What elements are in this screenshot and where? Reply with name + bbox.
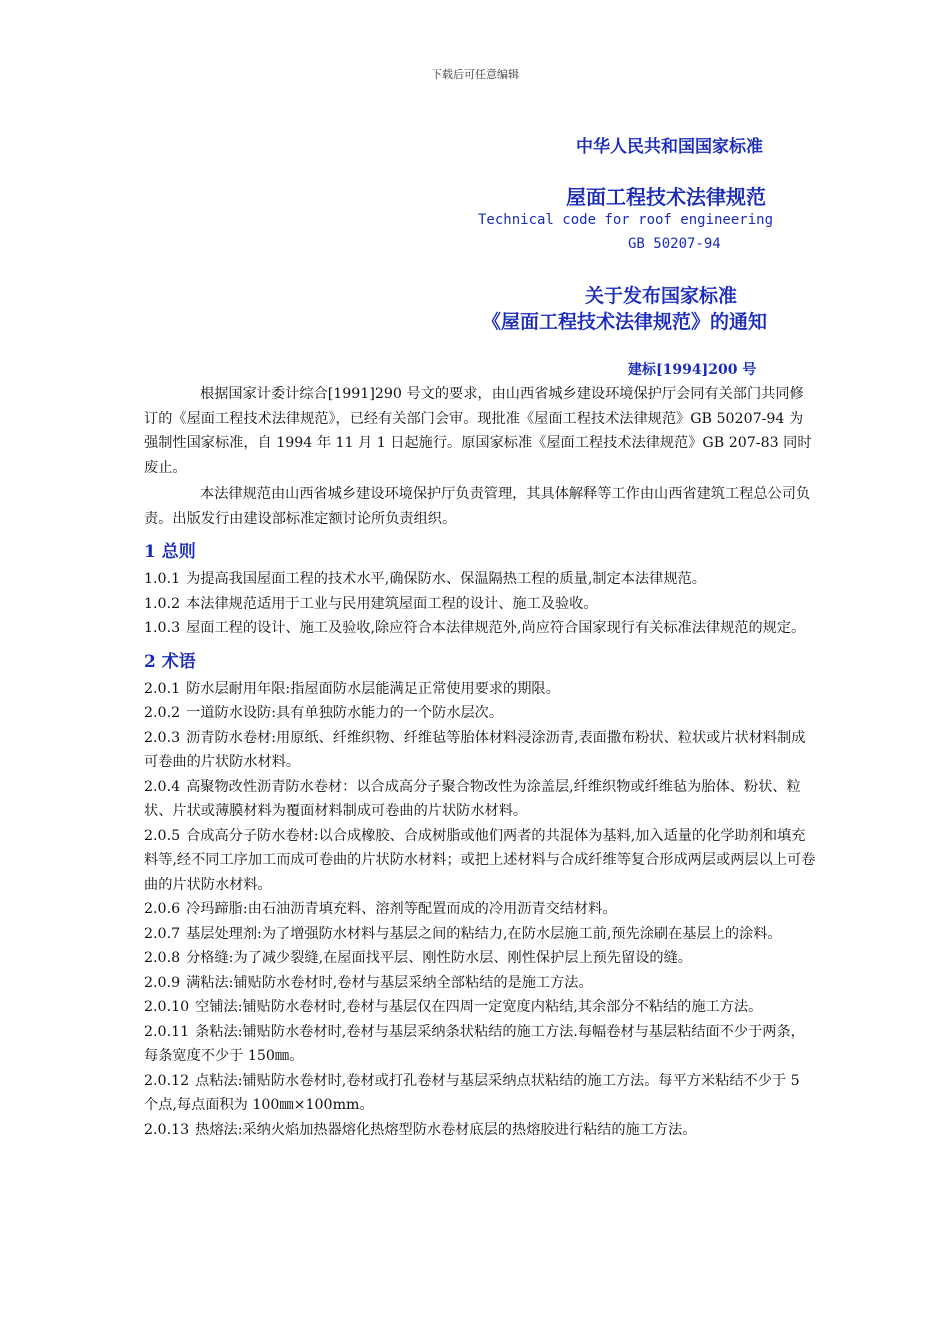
clause-item: [144, 1118, 816, 1143]
clause-text: 满粘法:铺贴防水卷材时,卷材与基层采纳全部粘结的是施工方法。: [186, 974, 593, 991]
code-number: GB 50207-94: [628, 236, 721, 252]
clause-text: 热熔法:采纳火焰加热器熔化热熔型防水卷材底层的热熔胶进行粘结的施工方法。: [195, 1121, 697, 1138]
clause-item: [144, 1069, 816, 1118]
clause-text: 高聚物改性沥青防水卷材：以合成高分子聚合物改性为涂盖层,纤维织物或纤维毡为胎体、粉状、粒状、片状或薄膜材料为覆面材料制成可卷曲的片状防水材料。: [144, 778, 801, 819]
clause-item: [144, 1020, 816, 1069]
clause-text: 点粘法:铺贴防水卷材时,卷材或打孔卷材与基层采纳点状粘结的施工方法。每平方米粘结不少于 5 个点,每点面积为 100㎜×100mm。: [144, 1072, 800, 1113]
clause-text: 沥青防水卷材:用原纸、纤维织物、纤维毡等胎体材料浸涂沥青,表面撒布粉状、粒状或片状材料制成可卷曲的片状防水材料。: [144, 729, 806, 770]
clause-number: 2.0.7: [144, 925, 181, 942]
clause-text: 防水层耐用年限:指屋面防水层能满足正常使用要求的期限。: [186, 680, 560, 697]
clause-item: [144, 946, 816, 971]
clause-text: 为提高我国屋面工程的技术水平,确保防水、保温隔热工程的质量,制定本法律规范。: [186, 571, 706, 587]
clause-item: [144, 726, 816, 775]
section-general: [144, 539, 816, 641]
clause-item: [144, 897, 816, 922]
clause-item: [144, 971, 816, 996]
clause-text: 屋面工程的设计、施工及验收,除应符合本法律规范外,尚应符合国家现行有关标准法律规范的规定。: [186, 620, 806, 636]
notice-title-line2: 《屋面工程技术法律规范》的通知: [482, 311, 768, 333]
document-number: 建标[1994]200 号: [628, 362, 757, 378]
clause-item: [144, 922, 816, 947]
clause-number: 2.0.6: [144, 901, 181, 917]
clause-number: 2.0.2: [144, 705, 181, 721]
document-body: [144, 382, 816, 1142]
clause-text: 空铺法:铺贴防水卷材时,卷材与基层仅在四周一定宽度内粘结,其余部分不粘结的施工方法。: [195, 999, 763, 1015]
intro-paragraph: 根据国家计委计综合[1991]290 号文的要求，由山西省城乡建设环境保护厅会同有关部门共同修订的《屋面工程技术法律规范》，已经有关部门会审。现批准《屋面工程技术法律规范》GB 50207-94 为强制性国家标准，自 1994 年 11 月 1 日起施行。原国家标准《屋面工程技术法律规范》GB 207-83 同时废止。: [144, 386, 812, 476]
clause-item: [144, 824, 816, 898]
clause-text: 分格缝:为了减少裂缝,在屋面找平层、刚性防水层、刚性保护层上预先留设的缝。: [186, 950, 692, 966]
clause-text: 冷玛蹄脂:由石油沥青填充料、溶剂等配置而成的冷用沥青交结材料。: [186, 901, 617, 917]
clause-number: 2.0.5: [144, 827, 181, 844]
notice-title-line1: 关于发布国家标准: [585, 285, 738, 307]
clause-number: 1.0.3: [144, 620, 181, 636]
clause-item: [144, 677, 816, 702]
clause-item: [144, 616, 816, 641]
section-terms: [144, 649, 816, 1143]
clause-text: 条粘法:铺贴防水卷材时,卷材与基层采纳条状粘结的施工方法.每幅卷材与基层粘结面不少于两条，每条宽度不少于 150㎜。: [144, 1023, 805, 1064]
code-name-cn: 屋面工程技术法律规范: [566, 185, 766, 209]
national-standard-title: 中华人民共和国国家标准: [576, 137, 763, 157]
clause-text: 基层处理剂:为了增强防水材料与基层之间的粘结力,在防水层施工前,预先涂刷在基层上的涂料。: [186, 925, 782, 942]
clause-number: 2.0.13: [144, 1121, 190, 1138]
intro-paragraph: 本法律规范由山西省城乡建设环境保护厅负责管理，其具体解释等工作由山西省建筑工程总公司负责。出版发行由建设部标准定额讨论所负责组织。: [144, 486, 811, 527]
code-name-en: Technical code for roof engineering: [478, 212, 774, 228]
section-heading: 1 总则: [144, 542, 196, 562]
clause-number: 2.0.11: [144, 1023, 190, 1040]
clause-item: [144, 995, 816, 1020]
clause-number: 2.0.9: [144, 974, 181, 991]
clause-item: [144, 567, 816, 592]
section-heading: 2 术语: [144, 651, 196, 672]
clause-number: 2.0.8: [144, 950, 181, 966]
clause-number: 1.0.2: [144, 595, 181, 612]
clause-item: [144, 701, 816, 726]
clause-number: 2.0.3: [144, 729, 181, 746]
clause-text: 一道防水设防:具有单独防水能力的一个防水层次。: [186, 705, 504, 721]
clause-number: 2.0.4: [144, 778, 181, 795]
clause-number: 2.0.12: [144, 1072, 190, 1089]
clause-item: [144, 592, 816, 617]
clause-number: 1.0.1: [144, 571, 181, 587]
clause-text: 本法律规范适用于工业与民用建筑屋面工程的设计、施工及验收。: [186, 595, 598, 612]
clause-item: [144, 775, 816, 824]
clause-number: 2.0.1: [144, 680, 181, 697]
clause-text: 合成高分子防水卷材:以合成橡胶、合成树脂或他们两者的共混体为基料,加入适量的化学助剂和填充料等,经不同工序加工而成可卷曲的片状防水材料；或把上述材料与合成纤维等复合形成两层或两层以上可卷曲的片状防水材料。: [144, 827, 816, 893]
clause-number: 2.0.10: [144, 999, 190, 1015]
header-note: 下载后可任意编辑: [431, 68, 519, 81]
